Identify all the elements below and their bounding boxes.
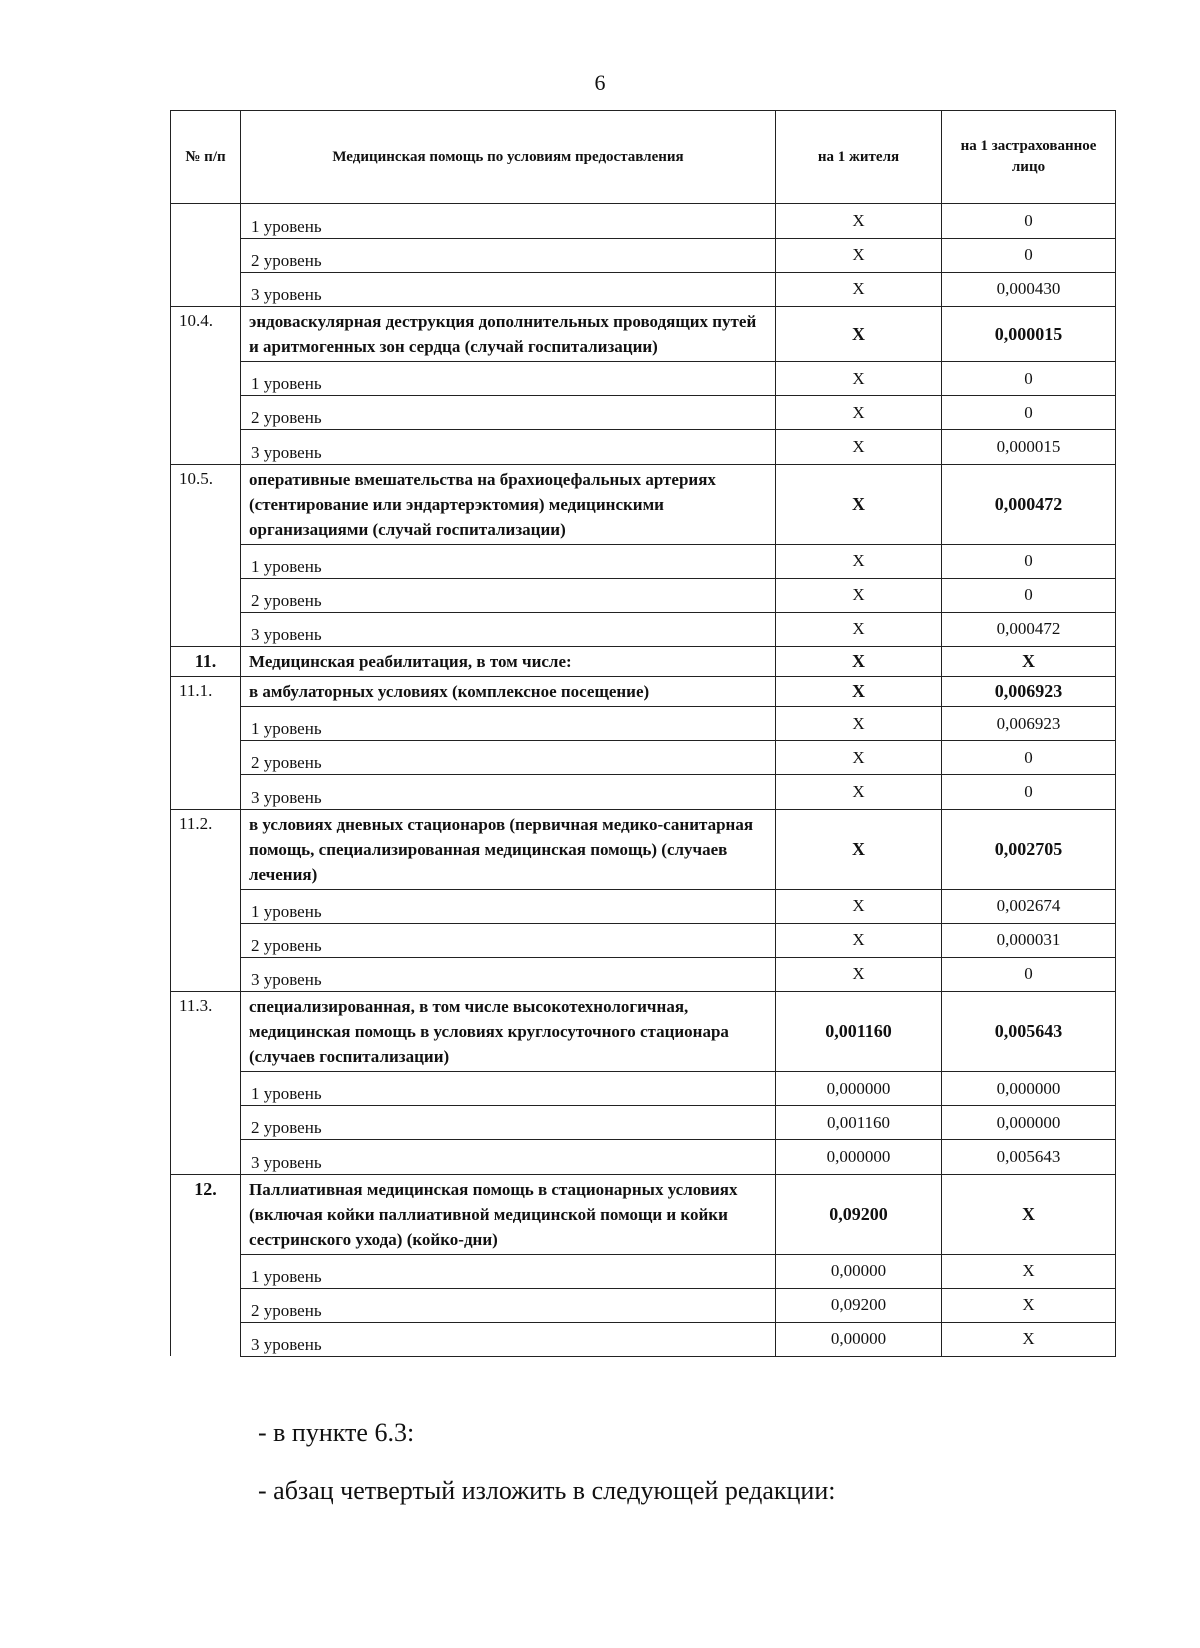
row-per-insured: 0 [942, 362, 1116, 396]
row-per-resident: 0,001160 [776, 992, 942, 1072]
table-row [171, 612, 1116, 647]
row-name: Медицинская реабилитация, в том числе: [241, 647, 776, 677]
row-number [171, 1254, 241, 1288]
row-per-insured: 0,000430 [942, 272, 1116, 307]
table-row [171, 707, 1116, 741]
row-number [171, 238, 241, 272]
row-per-resident: X [776, 204, 942, 239]
row-per-insured: 0,005643 [942, 992, 1116, 1072]
table-row [171, 204, 1116, 239]
paragraph: - в пункте 6.3: [258, 1418, 415, 1447]
row-per-insured: 0,000472 [942, 464, 1116, 544]
row-per-resident: 0,09200 [776, 1174, 942, 1254]
page-number: 6 [594, 70, 606, 95]
row-per-resident: 0,00000 [776, 1254, 942, 1288]
row-number: 11. [171, 647, 241, 677]
row-per-insured: 0 [942, 775, 1116, 810]
row-number [171, 1072, 241, 1106]
table-row [171, 1106, 1116, 1140]
row-per-resident: 0,09200 [776, 1288, 942, 1322]
row-per-resident: X [776, 544, 942, 578]
row-per-insured: 0,005643 [942, 1140, 1116, 1175]
table-row [171, 992, 1116, 1072]
table-row [171, 362, 1116, 396]
table-row [171, 430, 1116, 465]
row-per-insured: X [942, 1288, 1116, 1322]
row-name: 2 уровень [241, 578, 776, 612]
row-per-resident: X [776, 775, 942, 810]
row-name: 1 уровень [241, 889, 776, 923]
row-per-resident: X [776, 809, 942, 889]
header-per-insured: на 1 застрахованное лицо [942, 111, 1116, 204]
row-number [171, 1106, 241, 1140]
row-number: 10.4. [171, 307, 241, 362]
row-per-resident: X [776, 272, 942, 307]
row-name: 3 уровень [241, 430, 776, 465]
row-per-insured: X [942, 1174, 1116, 1254]
row-per-insured: X [942, 1254, 1116, 1288]
row-number [171, 923, 241, 957]
row-per-resident: X [776, 647, 942, 677]
row-name: 2 уровень [241, 396, 776, 430]
table-row [171, 889, 1116, 923]
table-row [171, 1072, 1116, 1106]
table-row [171, 677, 1116, 707]
row-name: 2 уровень [241, 1288, 776, 1322]
row-number [171, 741, 241, 775]
table-row [171, 464, 1116, 544]
row-number [171, 1322, 241, 1356]
row-name: 3 уровень [241, 1140, 776, 1175]
row-name: 2 уровень [241, 238, 776, 272]
row-number: 10.5. [171, 464, 241, 544]
row-number [171, 430, 241, 465]
table-header-row [171, 111, 1116, 204]
row-per-insured: 0 [942, 544, 1116, 578]
header-num: № п/п [171, 111, 241, 204]
row-per-resident: 0,000000 [776, 1140, 942, 1175]
table-row [171, 578, 1116, 612]
row-number [171, 1140, 241, 1175]
row-number [171, 544, 241, 578]
row-per-resident: X [776, 464, 942, 544]
table-row [171, 396, 1116, 430]
row-per-insured: 0,000000 [942, 1072, 1116, 1106]
row-per-resident: X [776, 677, 942, 707]
table-row [171, 1174, 1116, 1254]
row-per-resident: X [776, 923, 942, 957]
table-row [171, 775, 1116, 810]
row-number [171, 957, 241, 992]
row-per-insured: 0,000031 [942, 923, 1116, 957]
row-per-insured: 0 [942, 741, 1116, 775]
table-row [171, 923, 1116, 957]
row-name: 2 уровень [241, 1106, 776, 1140]
row-number [171, 889, 241, 923]
row-per-resident: 0,00000 [776, 1322, 942, 1356]
paragraph: - абзац четвертый изложить в следующей редакции: [258, 1476, 836, 1505]
row-number [171, 272, 241, 307]
table-row [171, 272, 1116, 307]
row-name: 2 уровень [241, 923, 776, 957]
row-number [171, 578, 241, 612]
table-row [171, 544, 1116, 578]
row-per-insured: X [942, 1322, 1116, 1356]
row-per-resident: X [776, 889, 942, 923]
row-name: в условиях дневных стационаров (первичная медико-санитарная помощь, специализированная медицинская помощь) (случаев лечения) [241, 809, 776, 889]
row-per-insured: 0,006923 [942, 707, 1116, 741]
table-row [171, 307, 1116, 362]
row-per-resident: X [776, 707, 942, 741]
row-per-insured: 0,002705 [942, 809, 1116, 889]
row-name: 3 уровень [241, 272, 776, 307]
row-per-resident: X [776, 741, 942, 775]
table-row [171, 1288, 1116, 1322]
row-per-resident: X [776, 396, 942, 430]
row-number [171, 707, 241, 741]
row-number [171, 362, 241, 396]
row-per-resident: X [776, 307, 942, 362]
row-number [171, 775, 241, 810]
row-name: 1 уровень [241, 362, 776, 396]
table-row [171, 809, 1116, 889]
row-per-insured: 0 [942, 396, 1116, 430]
row-number: 11.3. [171, 992, 241, 1072]
row-name: 1 уровень [241, 204, 776, 239]
row-number [171, 204, 241, 239]
table-row [171, 1322, 1116, 1356]
row-per-insured: 0,000015 [942, 307, 1116, 362]
row-name: 3 уровень [241, 775, 776, 810]
row-name: 3 уровень [241, 1322, 776, 1356]
table-row [171, 238, 1116, 272]
table-row [171, 647, 1116, 677]
row-name: 1 уровень [241, 1254, 776, 1288]
row-number: 12. [171, 1174, 241, 1254]
row-name: оперативные вмешательства на брахиоцефальных артериях (стентирование или эндартерэктомия) медицинскими организациями (случай госпитализации) [241, 464, 776, 544]
row-name: 2 уровень [241, 741, 776, 775]
row-per-insured: 0,000015 [942, 430, 1116, 465]
header-name: Медицинская помощь по условиям предоставления [241, 111, 776, 204]
table-row [171, 741, 1116, 775]
row-per-insured: 0,006923 [942, 677, 1116, 707]
row-number [171, 612, 241, 647]
row-per-resident: 0,001160 [776, 1106, 942, 1140]
row-name: 3 уровень [241, 612, 776, 647]
row-per-insured: 0,002674 [942, 889, 1116, 923]
row-per-resident: X [776, 578, 942, 612]
row-name: Паллиативная медицинская помощь в стационарных условиях (включая койки паллиативной медицинской помощи и койки сестринского ухода) (койко-дни) [241, 1174, 776, 1254]
row-name: в амбулаторных условиях (комплексное посещение) [241, 677, 776, 707]
table-body [171, 204, 1116, 1357]
row-name: 1 уровень [241, 1072, 776, 1106]
table-row [171, 1254, 1116, 1288]
table-row [171, 1140, 1116, 1175]
row-number: 11.2. [171, 809, 241, 889]
row-per-resident: X [776, 612, 942, 647]
row-number: 11.1. [171, 677, 241, 707]
row-per-resident: X [776, 238, 942, 272]
row-number [171, 1288, 241, 1322]
header-per-resident: на 1 жителя [776, 111, 942, 204]
row-per-insured: 0 [942, 204, 1116, 239]
row-per-resident: X [776, 957, 942, 992]
row-per-insured: 0 [942, 957, 1116, 992]
row-per-resident: X [776, 362, 942, 396]
row-name: 3 уровень [241, 957, 776, 992]
row-name: специализированная, в том числе высокотехнологичная, медицинская помощь в условиях круглосуточного стационара (случаев госпитализации) [241, 992, 776, 1072]
row-per-insured: 0,000000 [942, 1106, 1116, 1140]
row-per-resident: 0,000000 [776, 1072, 942, 1106]
row-per-resident: X [776, 430, 942, 465]
rates-table [170, 110, 1116, 1357]
row-number [171, 396, 241, 430]
row-per-insured: 0 [942, 578, 1116, 612]
row-name: 1 уровень [241, 544, 776, 578]
row-per-insured: 0 [942, 238, 1116, 272]
table-row [171, 957, 1116, 992]
row-per-insured: 0,000472 [942, 612, 1116, 647]
row-name: 1 уровень [241, 707, 776, 741]
row-per-insured: X [942, 647, 1116, 677]
row-name: эндоваскулярная деструкция дополнительных проводящих путей и аритмогенных зон сердца (случай госпитализации) [241, 307, 776, 362]
